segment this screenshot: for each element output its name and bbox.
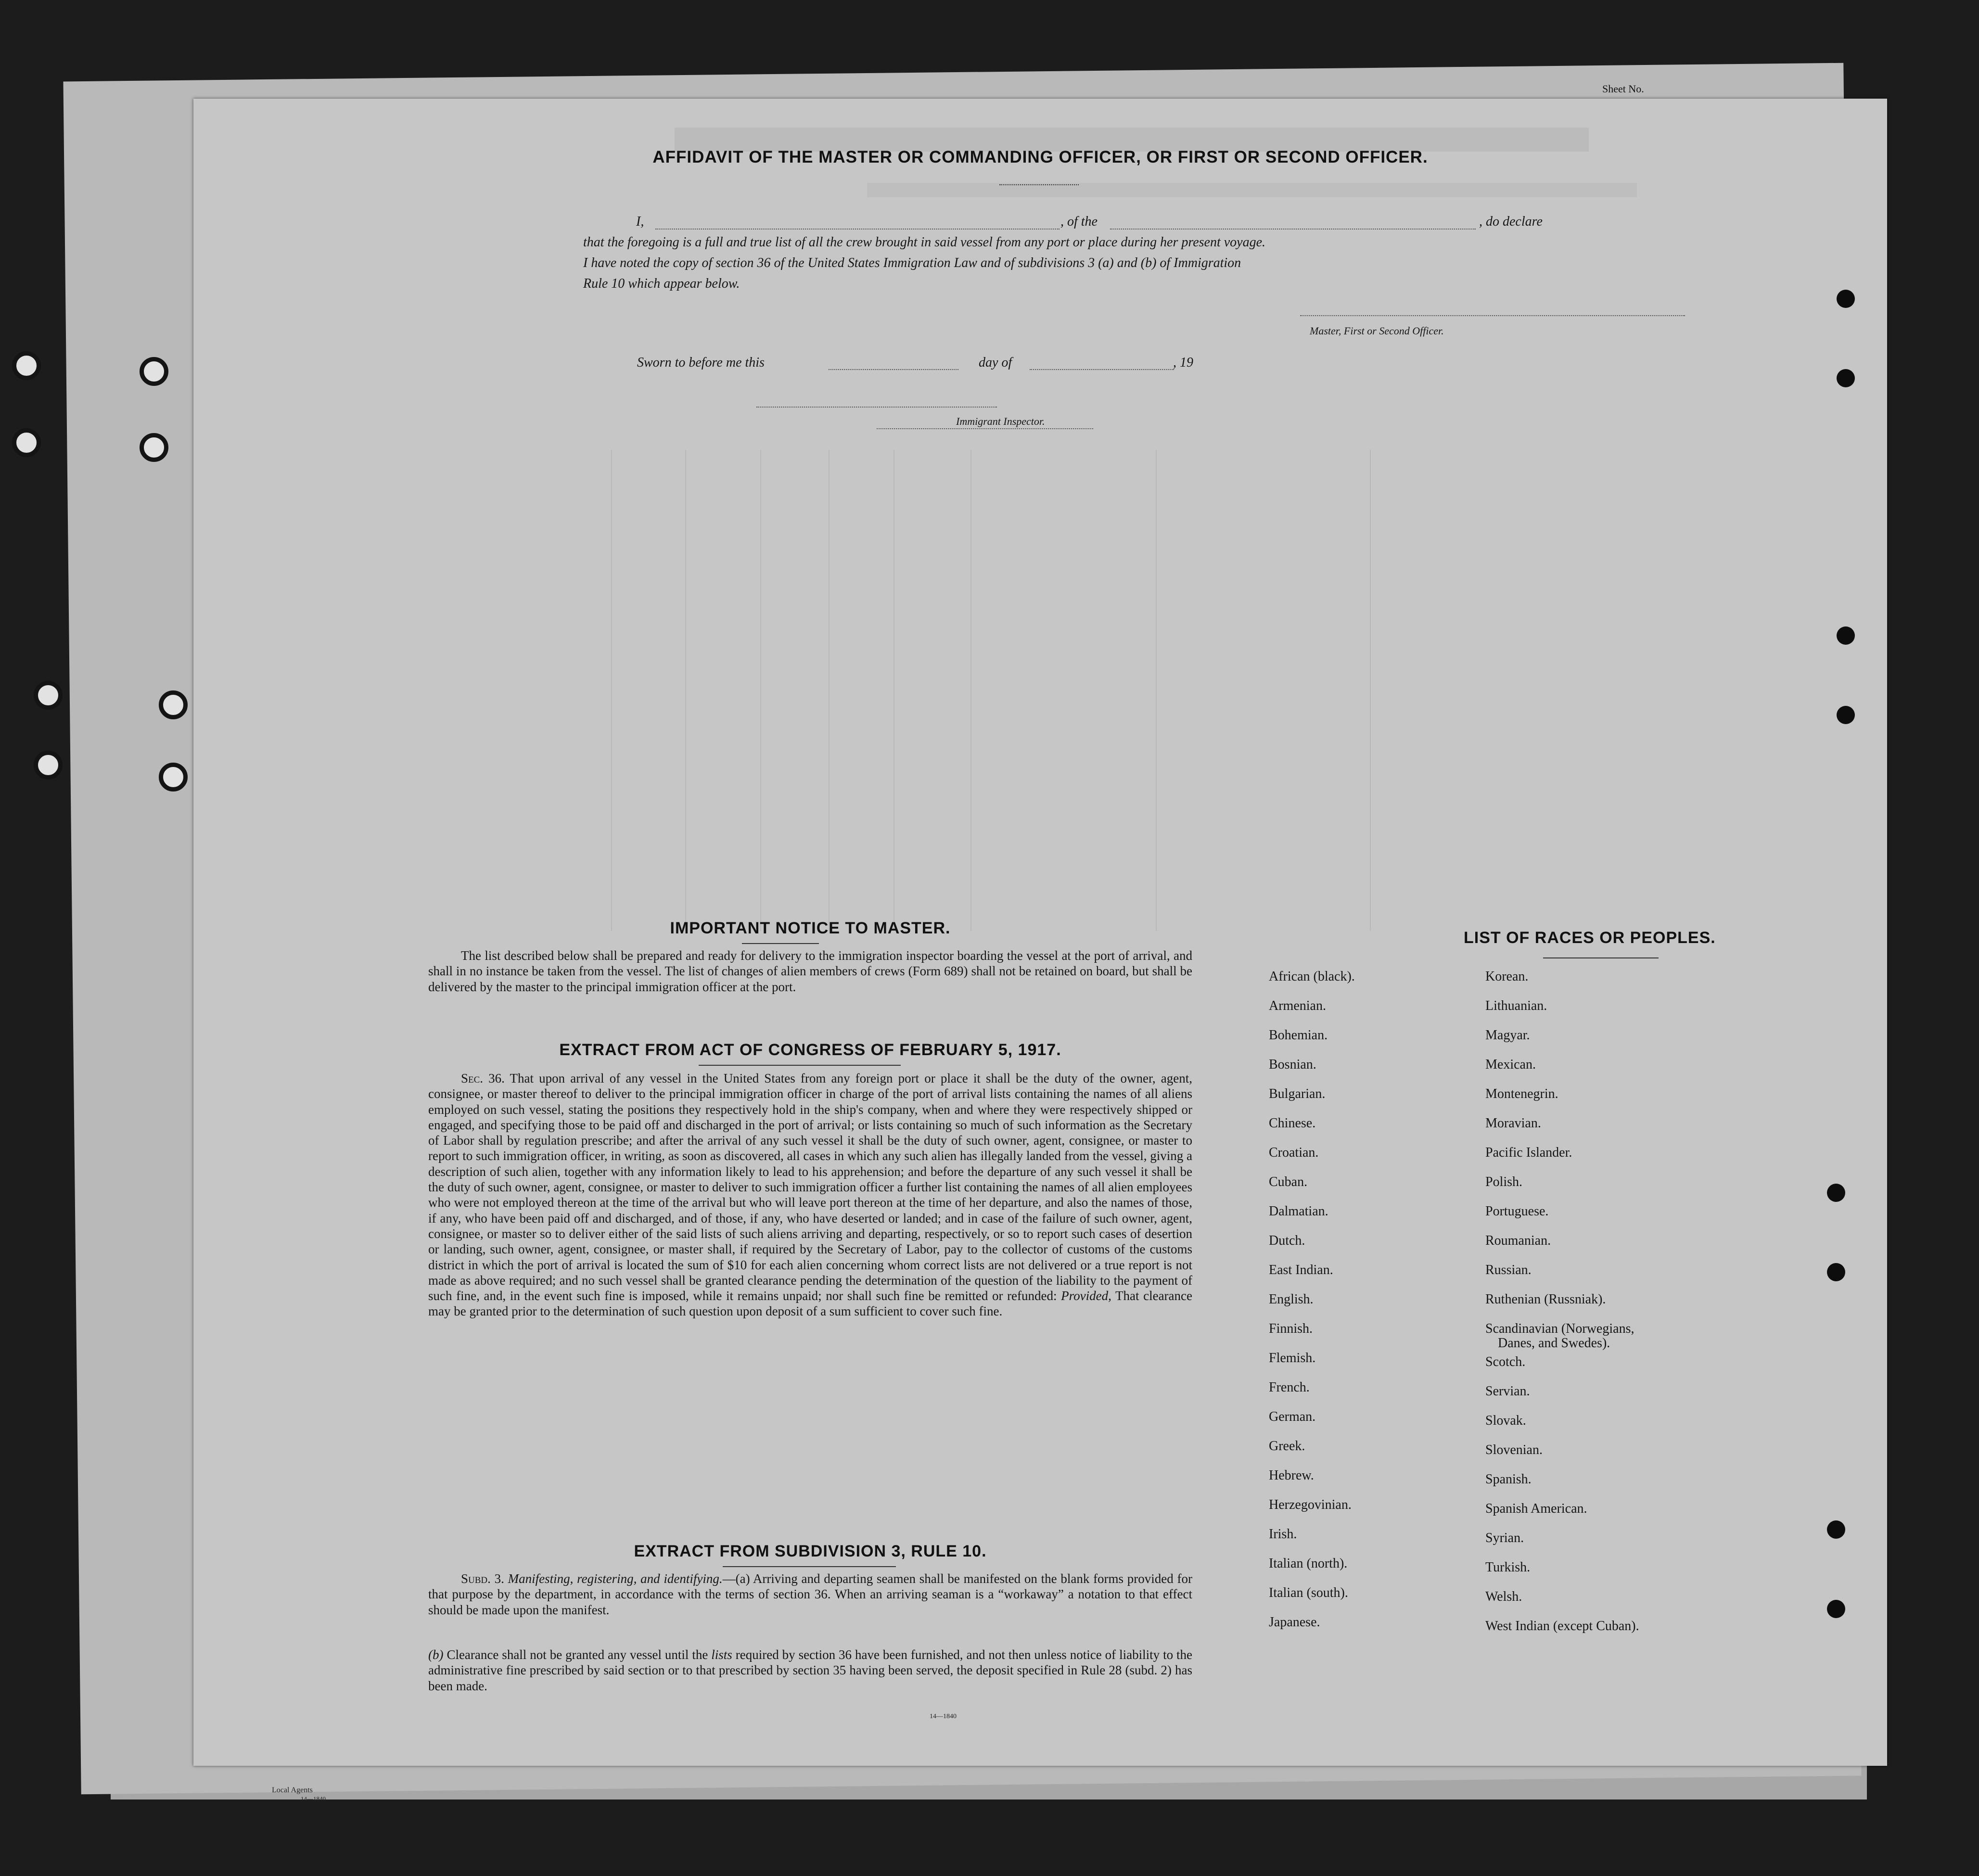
binder-ring <box>34 751 63 779</box>
inspector-signature-field[interactable] <box>756 407 997 408</box>
race-item: Dutch. <box>1269 1233 1305 1248</box>
declaration-line: I have noted the copy of section 36 of the United States Immigration Law and of subdivisions 3 (a) and (b) of Immigration <box>583 255 1241 270</box>
race-item: Cuban. <box>1269 1174 1308 1189</box>
notice-paragraph <box>428 948 1192 995</box>
bleed-through-rule <box>970 450 971 931</box>
master-signature-field[interactable] <box>1300 315 1685 316</box>
bleed-through-header <box>867 183 1637 197</box>
binder-ring <box>140 433 168 462</box>
notice-title: IMPORTANT NOTICE TO MASTER. <box>670 919 951 937</box>
race-item: Spanish. <box>1485 1472 1532 1487</box>
rule-title-rule <box>723 1566 896 1567</box>
race-item: Irish. <box>1269 1527 1297 1542</box>
race-item: Greek. <box>1269 1439 1305 1454</box>
race-item: Hebrew. <box>1269 1468 1314 1483</box>
race-item: Italian (north). <box>1269 1556 1348 1571</box>
race-item: Croatian. <box>1269 1145 1319 1160</box>
punch-hole <box>1837 626 1855 645</box>
race-item: English. <box>1269 1292 1314 1307</box>
punch-hole <box>1827 1263 1845 1281</box>
affidavit-title: AFFIDAVIT OF THE MASTER OR COMMANDING OFFICER, OR FIRST OR SECOND OFFICER. <box>652 148 1428 166</box>
binder-ring <box>34 681 63 710</box>
act-title-rule <box>699 1065 901 1066</box>
races-title-rule <box>1543 957 1659 958</box>
bleed-through-rule <box>1156 450 1157 931</box>
race-item: Herzegovinian. <box>1269 1497 1352 1512</box>
rule-title: EXTRACT FROM SUBDIVISION 3, RULE 10. <box>634 1542 987 1560</box>
race-item: Slovenian. <box>1485 1442 1543 1457</box>
race-item: Bulgarian. <box>1269 1086 1326 1101</box>
race-item: Flemish. <box>1269 1351 1316 1366</box>
race-item: Armenian. <box>1269 998 1326 1013</box>
race-item: Montenegrin. <box>1485 1086 1558 1101</box>
race-item: Ruthenian (Russniak). <box>1485 1292 1606 1307</box>
clause-a-text: Arriving and departing seamen shall be manifested on the blank forms provided for that purpose by the department, in accordance with the terms of section 36. When an arriving seaman is a “workaway” a notation to that effect should be made upon the manifest. <box>428 1571 1193 1617</box>
race-item: Finnish. <box>1269 1321 1313 1336</box>
punch-hole <box>1827 1184 1845 1202</box>
sworn-label: Sworn to before me this <box>637 355 765 370</box>
act-paragraph <box>428 1071 1192 1319</box>
race-item: Scandinavian (Norwegians, Danes, and Swedes). <box>1485 1321 1634 1351</box>
race-item: Italian (south). <box>1269 1585 1348 1600</box>
inspector-caption: Immigrant Inspector. <box>956 415 1045 427</box>
clause-b-lists: lists <box>711 1647 732 1662</box>
rule-paragraph-a <box>428 1571 1192 1618</box>
notice-title-rule <box>742 943 819 944</box>
race-item: Bosnian. <box>1269 1057 1316 1072</box>
race-item: Slovak. <box>1485 1413 1526 1428</box>
race-item: Mexican. <box>1485 1057 1536 1072</box>
clause-b-label: (b) <box>428 1647 444 1662</box>
clause-a-label: —(a) <box>722 1571 750 1586</box>
section-label: Sec. 36. <box>461 1071 505 1085</box>
subdivision-label: Subd. 3. <box>461 1571 504 1586</box>
local-agents-label: Local Agents 14—1840 <box>272 1786 326 1802</box>
race-item: Turkish. <box>1485 1560 1531 1575</box>
bleed-through-rule <box>685 450 686 931</box>
race-item: East Indian. <box>1269 1263 1333 1277</box>
act-text: That upon arrival of any vessel in the United States from any foreign port or place it shall be the duty of the owner, agent, consignee, or master thereof to deliver to the principal immigration officer in charge of the port of arrival lists containing the names of all aliens employed on such vessel, stating the positions they respectively hold in the ship's company, when and where they were respectively shipped or engaged, and specifying those to be paid off and discharged in the port of arrival; or lists containing so much of such information as the Secretary of Labor shall by regulation prescribe; and after the arrival of any such vessel it shall be the duty of such owner, agent, consignee, or master to report to such immigration officer, in writing, as soon as discovered, all cases in which any such alien has illegally landed from the vessel, giving a description of such alien, together with any information likely to lead to his apprehension; and before the departure of any such vessel it shall be the duty of such owner, agent, consignee, or master to deliver to such immigration officer a further list containing the names of all alien employees who were not employed thereon at the time of the arrival but who will leave port thereon at the time of her departure, and also the names of those, if any, who have been paid off and discharged, and of those, if any, who have deserted or landed; and in case of the failure of such owner, agent, consignee, or master so to deliver either of the said lists of such aliens arriving and departing, respectively, or so to report such cases of desertion or landing, such owner, agent, consignee, or master shall, if required by the Secretary of Labor, pay to the collector of customs of the customs district in which the port of arrival is located the sum of $10 for each alien concerning whom correct lists are not delivered or a true report is not made as above required; and no such vessel shall be granted clearance pending the determination of the question of the liability to the payment of such fine, and, in the event such fine is imposed, while it remains unpaid; nor shall such fine be remitted or refunded: <box>428 1071 1193 1303</box>
punch-hole <box>1827 1520 1845 1539</box>
punch-hole <box>1837 290 1855 308</box>
race-item: Scotch. <box>1485 1354 1526 1369</box>
sworn-month-field[interactable] <box>1030 369 1174 370</box>
race-item: Bohemian. <box>1269 1028 1328 1043</box>
race-item: Syrian. <box>1485 1531 1524 1545</box>
binder-ring <box>12 428 41 457</box>
declaration-line: that the foregoing is a full and true list of all the crew brought in said vessel from any port or place during her present voyage. <box>583 235 1266 250</box>
notice-text: The list described below shall be prepared and ready for delivery to the immigration inspector boarding the vessel at the port of arrival, and shall in no instance be taken from the vessel. The list of changes of alien members of crews (Form 689) shall not be retained on board, but shall be delivered by the master to the principal immigration officer at the port. <box>428 948 1192 994</box>
races-title: LIST OF RACES OR PEOPLES. <box>1464 929 1716 947</box>
bleed-through-rule <box>1370 450 1371 931</box>
binder-ring <box>12 351 41 380</box>
proviso-label: Provided, <box>1061 1289 1111 1303</box>
sworn-day-field[interactable] <box>829 369 958 370</box>
punch-hole <box>1837 369 1855 387</box>
bleed-through-rule <box>611 450 612 931</box>
race-item: Portuguese. <box>1485 1204 1549 1219</box>
punch-hole <box>1837 706 1855 724</box>
binder-ring <box>140 357 168 386</box>
rule-paragraph-b <box>428 1647 1192 1694</box>
race-item: African (black). <box>1269 969 1355 984</box>
race-item: Dalmatian. <box>1269 1204 1328 1219</box>
race-item: German. <box>1269 1409 1316 1424</box>
race-item: French. <box>1269 1380 1310 1395</box>
race-item: Moravian. <box>1485 1116 1541 1131</box>
act-text-end: That clearance may be granted prior to the determination of such question upon deposit of a sum sufficient to cover such fine. <box>428 1289 1192 1319</box>
clause-b-text-end: required by section 36 have been furnished, and not then unless notice of liability to the administrative fine prescribed by said section or to that prescribed by section 35 having been served, the deposit specified in Rule 28 (subd. 2) has been made. <box>428 1647 1192 1693</box>
race-item: Servian. <box>1485 1384 1530 1399</box>
vessel-name-field[interactable] <box>1110 229 1476 230</box>
form-number: 14—1840 <box>930 1713 957 1720</box>
race-item: Polish. <box>1485 1174 1523 1189</box>
race-item: Russian. <box>1485 1263 1532 1277</box>
punch-hole <box>1827 1600 1845 1618</box>
binder-ring <box>159 763 188 791</box>
declarant-prefix: I, <box>636 214 644 229</box>
inspector-signature-field[interactable] <box>877 428 1093 429</box>
master-signature-caption: Master, First or Second Officer. <box>1310 325 1444 337</box>
race-item: Roumanian. <box>1485 1233 1551 1248</box>
do-declare-label: , do declare <box>1479 214 1543 229</box>
day-of-label: day of <box>979 355 1012 370</box>
affidavit-page <box>193 99 1887 1766</box>
subdivision-heading: Manifesting, registering, and identifying. <box>508 1571 723 1586</box>
race-item: Spanish American. <box>1485 1501 1587 1516</box>
binder-ring <box>159 690 188 719</box>
race-item: Magyar. <box>1485 1028 1530 1043</box>
race-item: West Indian (except Cuban). <box>1485 1619 1639 1634</box>
race-item: Japanese. <box>1269 1615 1320 1630</box>
bleed-through-rule <box>829 450 830 931</box>
declaration-line: Rule 10 which appear below. <box>583 276 740 291</box>
race-item: Chinese. <box>1269 1116 1316 1131</box>
race-item: Lithuanian. <box>1485 998 1547 1013</box>
race-item: Korean. <box>1485 969 1529 984</box>
act-title: EXTRACT FROM ACT OF CONGRESS OF FEBRUARY 5, 1917. <box>559 1041 1061 1059</box>
bleed-through-rule <box>760 450 761 931</box>
sheet-number-label: Sheet No. <box>1602 83 1644 95</box>
race-item: Pacific Islander. <box>1485 1145 1572 1160</box>
of-the-label: , of the <box>1060 214 1098 229</box>
clause-b-text: Clearance shall not be granted any vessel until the <box>447 1647 708 1662</box>
title-rule <box>999 184 1079 185</box>
year-label: , 19 <box>1173 355 1193 370</box>
master-name-field[interactable] <box>655 229 1060 230</box>
race-item: Welsh. <box>1485 1589 1522 1604</box>
